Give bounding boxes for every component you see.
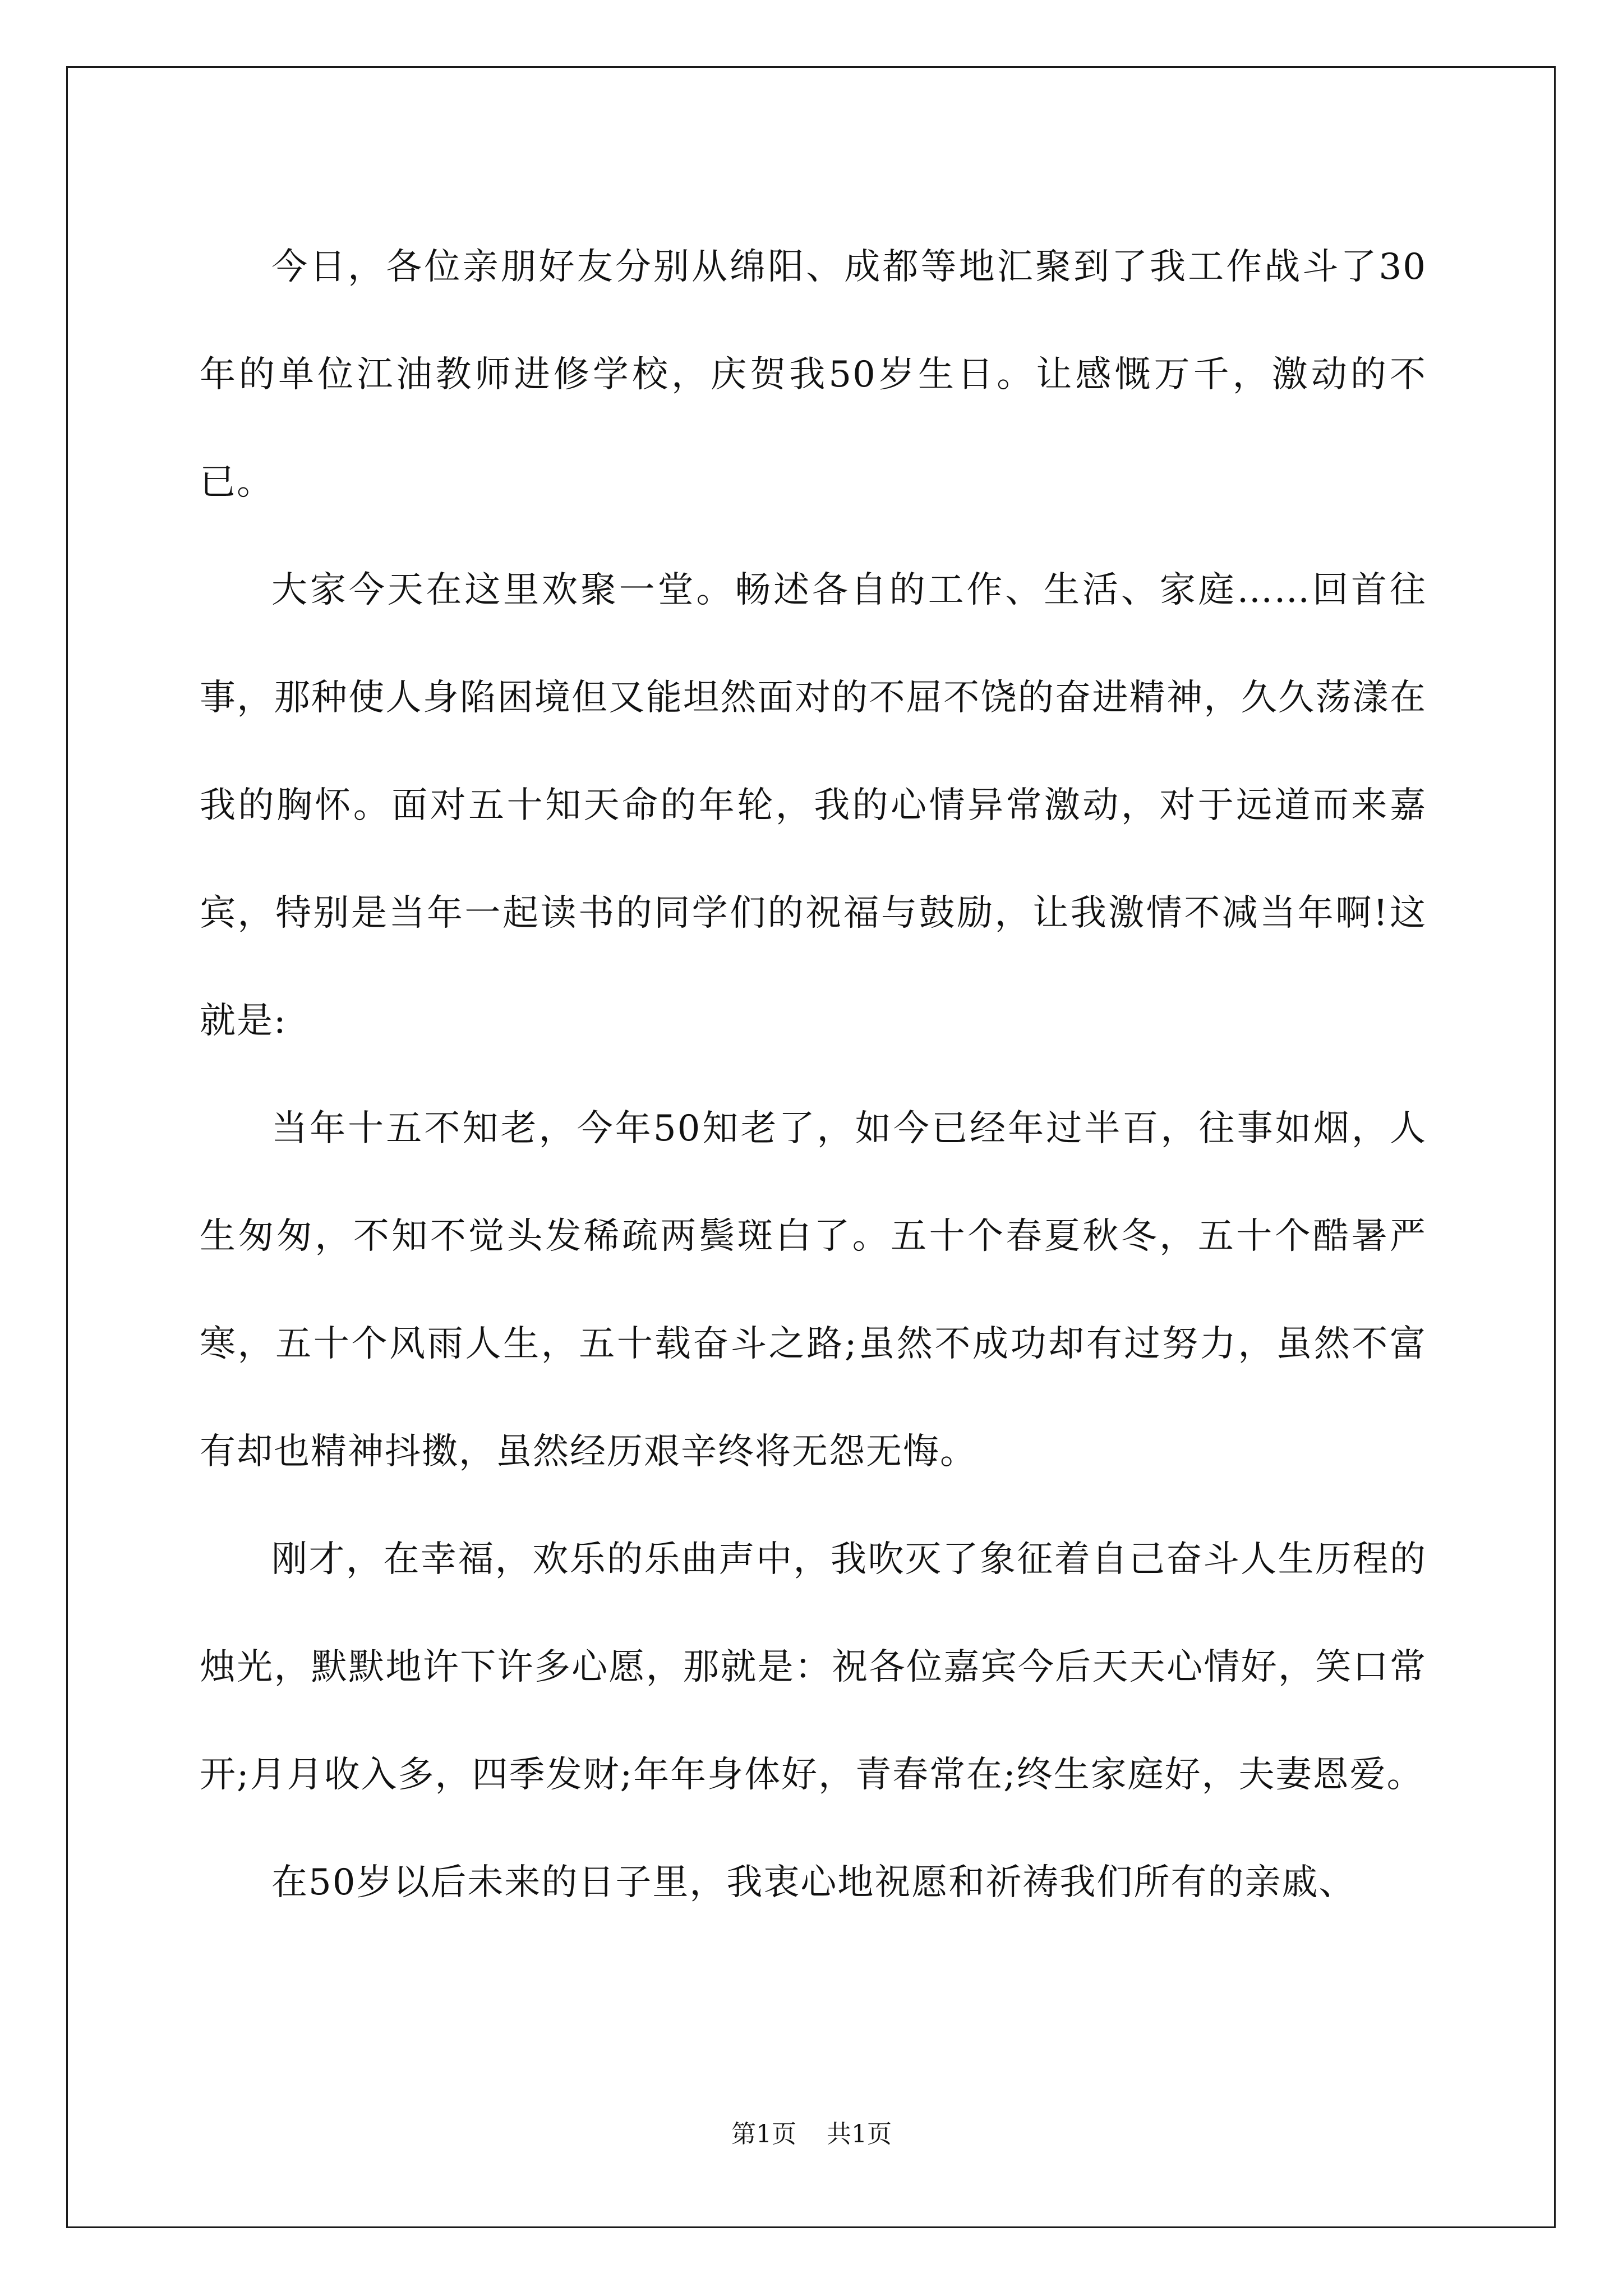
page-total: 共1页 [827, 2120, 892, 2148]
page-number: 第1页 [731, 2120, 796, 2148]
paragraph: 当年十五不知老，今年50知老了，如今已经年过半百，往事如烟，人生匆匆，不知不觉头发稀疏两鬓斑白了。五十个春夏秋冬，五十个酷暑严寒，五十个风雨人生，五十载奋斗之路;虽然不成功却有过努力，虽然不富有却也精神抖擞，虽然经历艰辛终将无怨无悔。 [200, 1108, 1427, 1473]
paragraph: 今日，各位亲朋好友分别从绵阳、成都等地汇聚到了我工作战斗了30年的单位江油教师进修学校，庆贺我50岁生日。让感慨万千，激动的不已。 [200, 246, 1427, 503]
paragraph: 刚才，在幸福，欢乐的乐曲声中，我吹灭了象征着自己奋斗人生历程的烛光，默默地许下许多心愿，那就是：祝各位嘉宾今后天天心情好，笑口常开;月月收入多，四季发财;年年身体好，青春常在;终生家庭好，夫妻恩爱。 [200, 1539, 1427, 1796]
document-body [200, 213, 1427, 1936]
paragraph: 大家今天在这里欢聚一堂。畅述各自的工作、生活、家庭……回首往事，那种使人身陷困境但又能坦然面对的不屈不饶的奋进精神，久久荡漾在我的胸怀。面对五十知天命的年轮，我的心情异常激动，对于远道而来嘉宾，特别是当年一起读书的同学们的祝福与鼓励，让我激情不减当年啊!这就是: [200, 569, 1427, 1042]
page-footer [0, 2118, 1623, 2151]
paragraph: 在50岁以后未来的日子里，我衷心地祝愿和祈祷我们所有的亲戚、 [271, 1862, 1356, 1903]
